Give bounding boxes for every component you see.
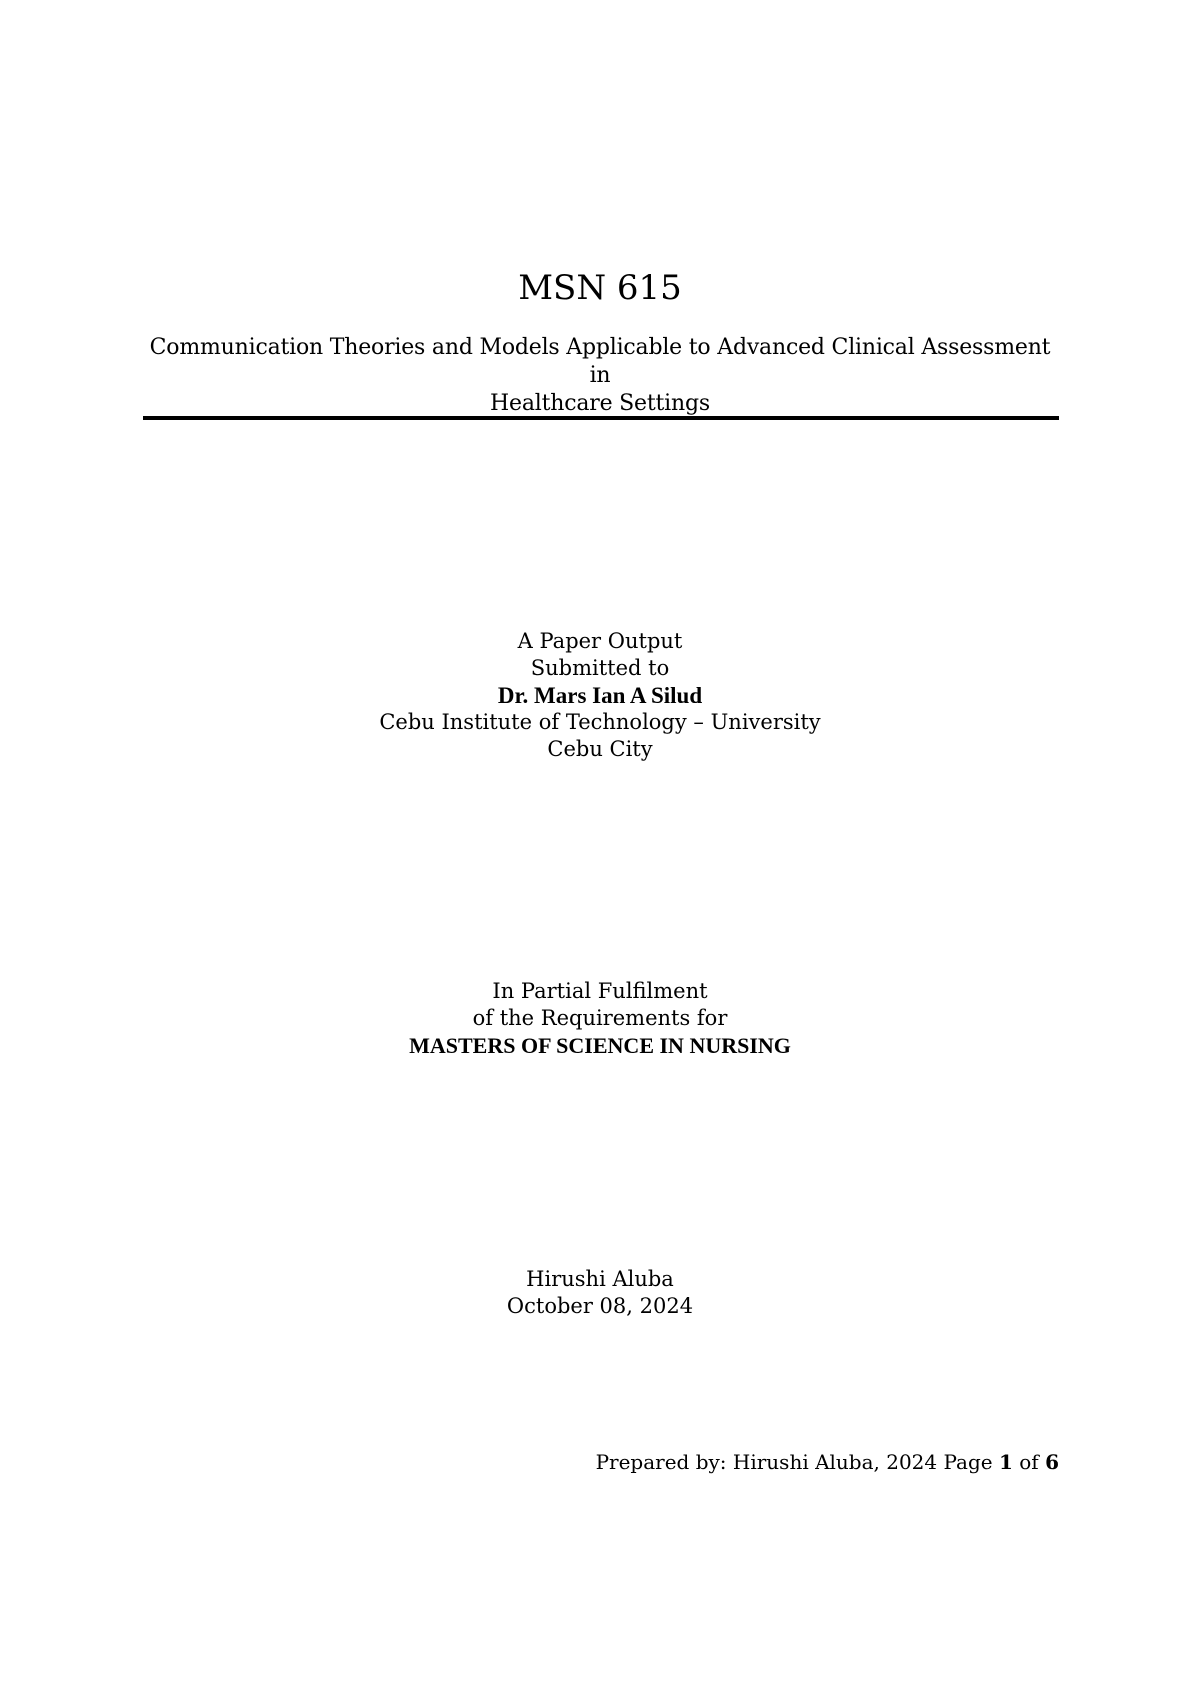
submission-date: October 08, 2024 — [506, 1294, 694, 1318]
institution-city: Cebu City — [547, 737, 653, 761]
author-name: Hirushi Aluba — [526, 1267, 674, 1291]
paper-output-label: A Paper Output — [517, 629, 683, 653]
fulfilment-line-2: of the Requirements for — [472, 1006, 728, 1030]
submission-block — [0, 628, 1200, 763]
page-footer — [596, 1449, 1059, 1475]
fulfilment-line-1: In Partial Fulfilment — [492, 979, 708, 1003]
degree-name: MASTERS OF SCIENCE IN NURSING — [409, 1033, 791, 1058]
course-code: MSN 615 — [518, 268, 682, 308]
institution-name: Cebu Institute of Technology – University — [379, 710, 821, 734]
recipient-name: Dr. Mars Ian A Silud — [497, 683, 703, 708]
title-divider — [143, 416, 1059, 420]
author-block — [0, 1266, 1200, 1320]
prepared-by-text: Prepared by: Hirushi Aluba, 2024 Page — [595, 1450, 993, 1474]
total-pages-number: 6 — [1045, 1450, 1059, 1474]
paper-title-line-1: Communication Theories and Models Applicable to Advanced Clinical Assessment in — [149, 335, 1051, 388]
current-page-number: 1 — [998, 1450, 1013, 1474]
paper-title — [140, 334, 1060, 418]
submitted-to-label: Submitted to — [530, 656, 670, 680]
fulfilment-block — [0, 978, 1200, 1059]
of-label: of — [1019, 1450, 1039, 1474]
paper-title-line-2: Healthcare Settings — [490, 391, 710, 416]
